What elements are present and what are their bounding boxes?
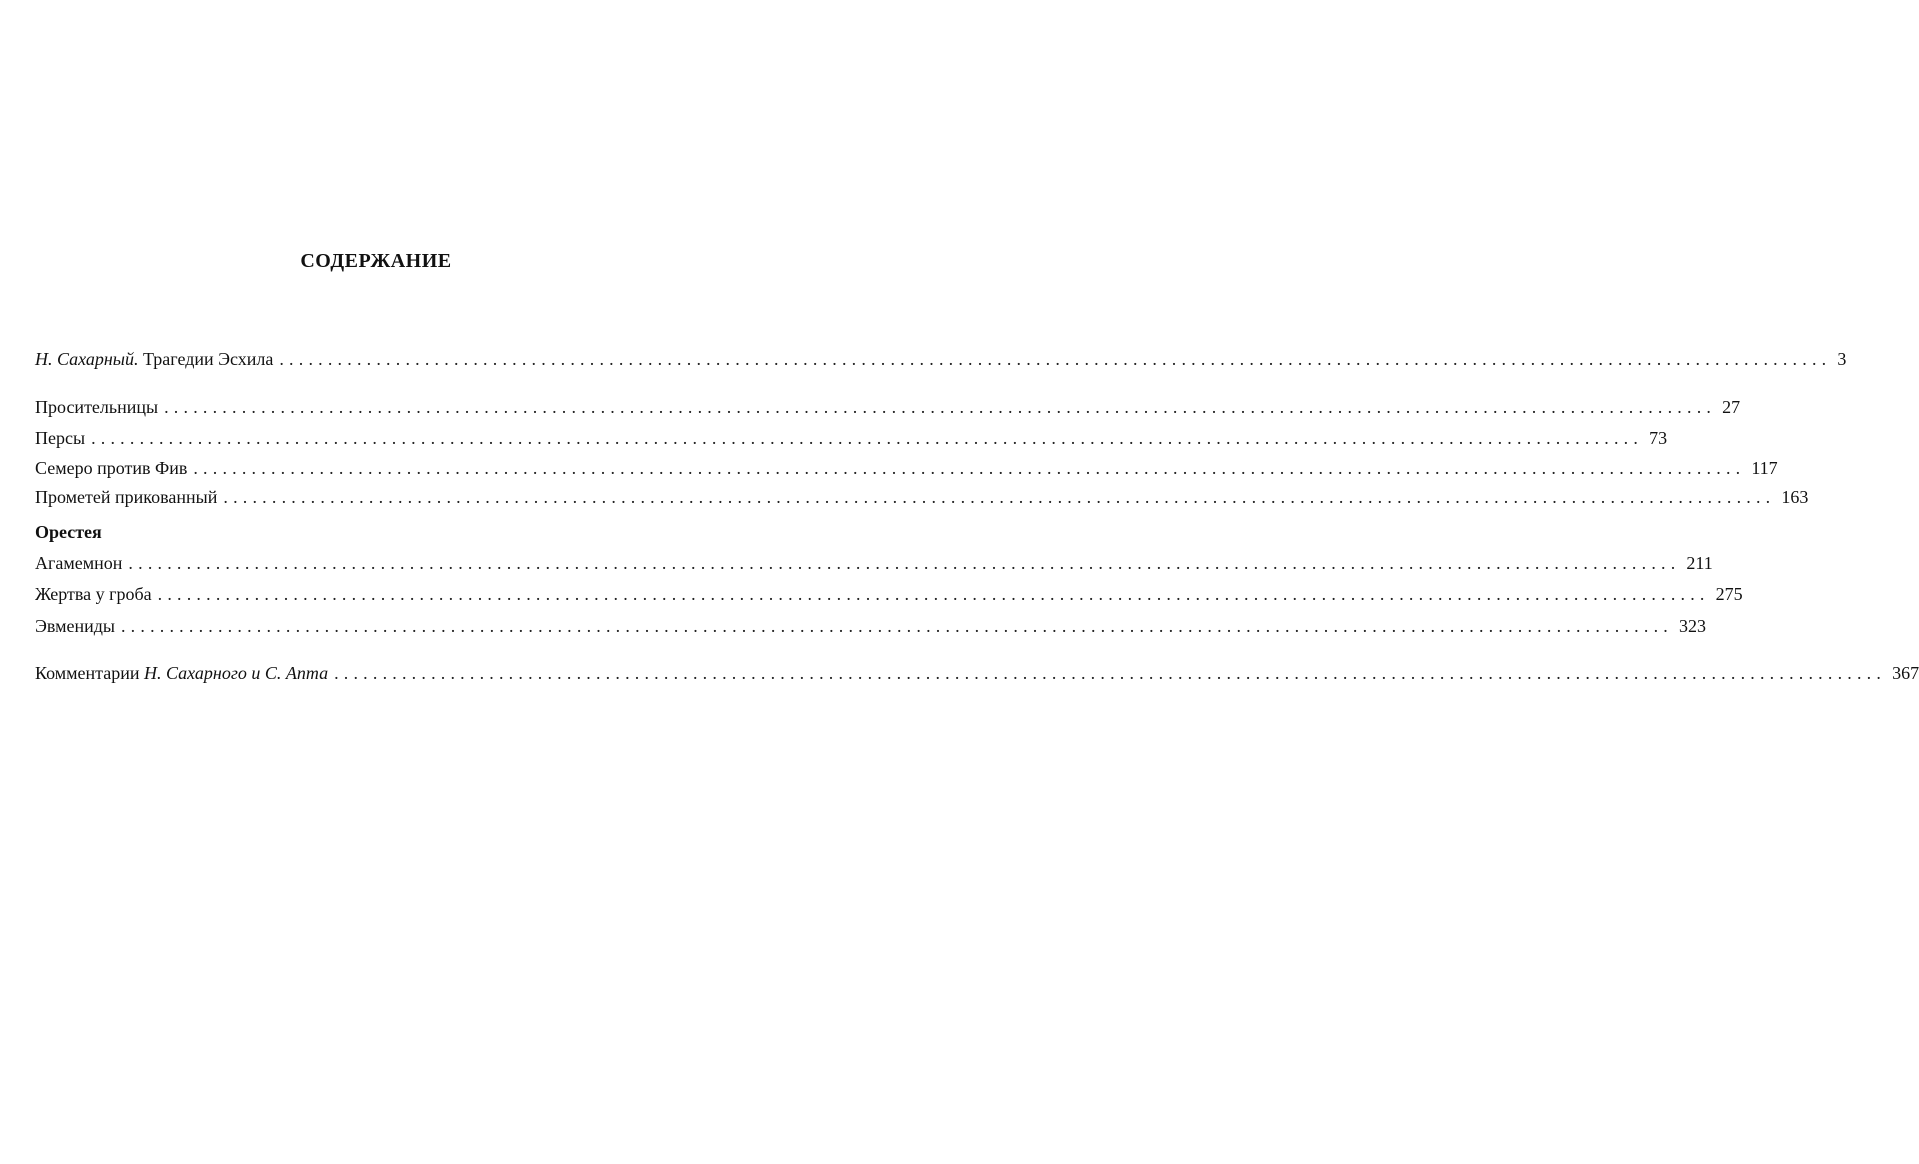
toc-page-number: 163 <box>1781 487 1809 507</box>
toc-entry-commentary[interactable] <box>35 661 1919 685</box>
toc-leader-dots: ................................................................................................................................................................ <box>193 458 1746 478</box>
toc-entry-play[interactable] <box>35 485 1809 509</box>
toc-page-number: 73 <box>1649 428 1668 448</box>
toc-leader-dots: ................................................................................................................................................................ <box>128 553 1681 573</box>
toc-leader-dots: ................................................................................................................................................................ <box>157 584 1710 604</box>
toc-entry-title: Жертва у гроба <box>35 584 152 604</box>
toc-entry-author: Н. Сахарного и С. Апта <box>144 663 329 683</box>
toc-leader-dots: ................................................................................................................................................................ <box>91 428 1644 448</box>
toc-page-number: 367 <box>1892 663 1919 683</box>
section-heading-oresteia: Орестея <box>35 522 102 542</box>
toc-entry-intro[interactable] <box>35 347 1847 371</box>
toc-page-number: 275 <box>1715 584 1743 604</box>
toc-leader-dots: ................................................................................................................................................................ <box>223 487 1776 507</box>
toc-entry-title: Просительницы <box>35 397 159 417</box>
toc-entry-title: Эвмениды <box>35 616 115 636</box>
toc-entry-oresteia[interactable] <box>35 582 1743 606</box>
toc-page-number: 117 <box>1751 458 1778 478</box>
toc-page-number: 323 <box>1678 616 1706 636</box>
toc-page-number: 211 <box>1686 553 1713 573</box>
toc-entry-play[interactable] <box>35 456 1778 480</box>
toc-entry-play[interactable] <box>35 395 1741 419</box>
toc-entry-title: Прометей прикованный <box>35 487 218 507</box>
toc-page-number: 27 <box>1722 397 1741 417</box>
toc-entry-title <box>35 661 328 685</box>
toc-entry-title: Семеро против Фив <box>35 458 188 478</box>
toc-entry-play[interactable] <box>35 426 1668 450</box>
toc-entry-oresteia[interactable] <box>35 614 1706 638</box>
toc-entry-title-text: Трагедии Эсхила <box>143 349 274 369</box>
toc-page-number: 3 <box>1837 349 1847 369</box>
toc-entry-title-text: Комментарии <box>35 663 140 683</box>
toc-entry-title: Агамемнон <box>35 553 123 573</box>
toc-entry-title <box>35 347 273 371</box>
toc-entry-author: Н. Сахарный. <box>35 349 139 369</box>
toc-leader-dots: ................................................................................................................................................................ <box>164 397 1717 417</box>
toc-leader-dots: ................................................................................................................................................................ <box>334 663 1887 683</box>
page-title: СОДЕРЖАНИЕ <box>300 250 452 272</box>
toc-leader-dots: ................................................................................................................................................................ <box>120 616 1673 636</box>
toc-entry-title: Персы <box>35 428 86 448</box>
toc-entry-oresteia[interactable] <box>35 551 1713 575</box>
toc-leader-dots: ................................................................................................................................................................ <box>279 349 1832 369</box>
